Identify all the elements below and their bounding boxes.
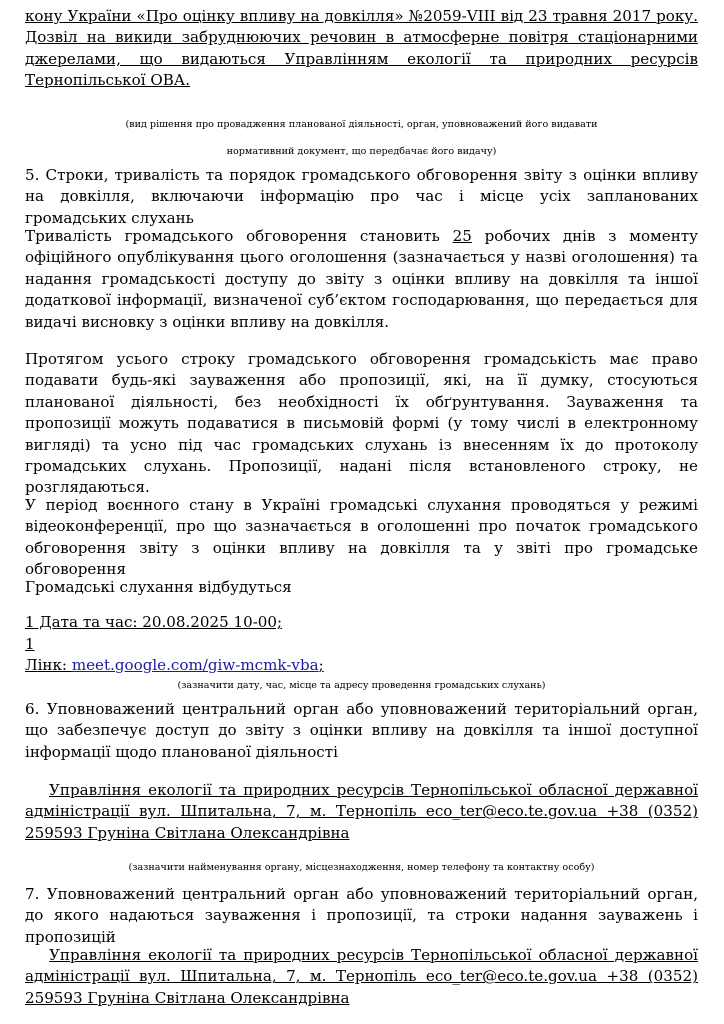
comments-rights-paragraph: Протягом усього строку громадського обговорення громадськість має право подавати будь-які зауваження або пропозиції, які, на її думку, стосуються планованої діяльності, без необхідності їх обґрунтування. Зауваження та пропозиції можуть подаватися в письмовій формі (у тому числі в електронному вигляді) та усно під час громадських слухань із внесенням їх до протоколу громадських слухань. Пропозиції, надані після встановленого строку, не розглядаються. (25, 350, 698, 497)
hearing-number: 1 (25, 635, 35, 653)
decision-type-note-line1: (вид рішення про провадження планованої діяльності, орган, уповноважений його видавати (125, 119, 598, 130)
hearings-note: (зазначити дату, час, місце та адресу проведення громадських слухань) (177, 680, 546, 691)
section-7-heading: 7. Уповноважений центральний орган або уповноважений територіальний орган, до якого надаються зауваження і пропозиції, та строки надання зауважень і пропозицій (25, 885, 698, 946)
section-7-authority-contacts: Управління екології та природних ресурсів Тернопільської обласної державної адміністрації вул. Шпитальна, 7, м. Тернопіль eco_ter@eco.te.gov.ua +38 (0352) 259593 Груніна Світлана Олександрівна (25, 946, 698, 1007)
hearing-link-label: Лінк: (25, 656, 72, 674)
hearing-link-suffix: ; (318, 656, 324, 674)
martial-law-paragraph: У період воєнного стану в Україні громадські слухання проводяться у режимі відеоконференції, про що зазначається в оголошенні про початок громадського обговорення звіту з оцінки впливу на довкілля та у звіті про громадське обговорення (25, 496, 698, 579)
section-5-heading: 5. Строки, тривалість та порядок громадського обговорення звіту з оцінки впливу на довкілля, включаючи інформацію про час і місце усіх запланованих громадських слухань (25, 166, 698, 227)
section-6-authority-contacts: Управління екології та природних ресурсів Тернопільської обласної державної адміністрації вул. Шпитальна, 7, м. Тернопіль eco_ter@eco.te.gov.ua +38 (0352) 259593 Груніна Світлана Олександрівна (25, 781, 698, 842)
hearing-link[interactable]: meet.google.com/giw-mcmk-vba (71, 656, 319, 674)
duration-days: 25 (452, 227, 472, 245)
hearings-heading: Громадські слухання відбудуться (25, 578, 292, 596)
duration-text-after: робочих днів з моменту офіційного опублікування цього оголошення (зазначається у назві оголошення) та надання громадськості доступу до звіту з оцінки впливу на довкілля та іншої додаткової інформації, визначеної суб’єктом господарювання, що передається для видачі висновку з оцінки впливу на довкілля. (25, 227, 699, 331)
decision-type-note-line2: нормативний документ, що передбачає його видачу) (226, 146, 497, 157)
hearing-link-line (25, 655, 324, 676)
duration-text-before: Тривалість громадського обговорення становить (25, 227, 453, 245)
hearing-datetime: 1 Дата та час: 20.08.2025 10-00; (25, 613, 283, 631)
decision-type-paragraph: кону України «Про оцінку впливу на довкілля» №2059-VIII від 23 травня 2017 року. Дозвіл на викиди забруднюючих речовин в атмосферне повітря стаціонарними джерелами, що видаються Управлінням екології та природних ресурсів Тернопільської ОВА. (25, 7, 698, 90)
section-6-note: (зазначити найменування органу, місцезнаходження, номер телефону та контактну особу) (128, 862, 595, 873)
section-6-heading: 6. Уповноважений центральний орган або уповноважений територіальний орган, що забезпечує доступ до звіту з оцінки впливу на довкілля та іншої доступної інформації щодо планованої діяльності (25, 700, 698, 761)
discussion-duration-paragraph (25, 226, 698, 333)
